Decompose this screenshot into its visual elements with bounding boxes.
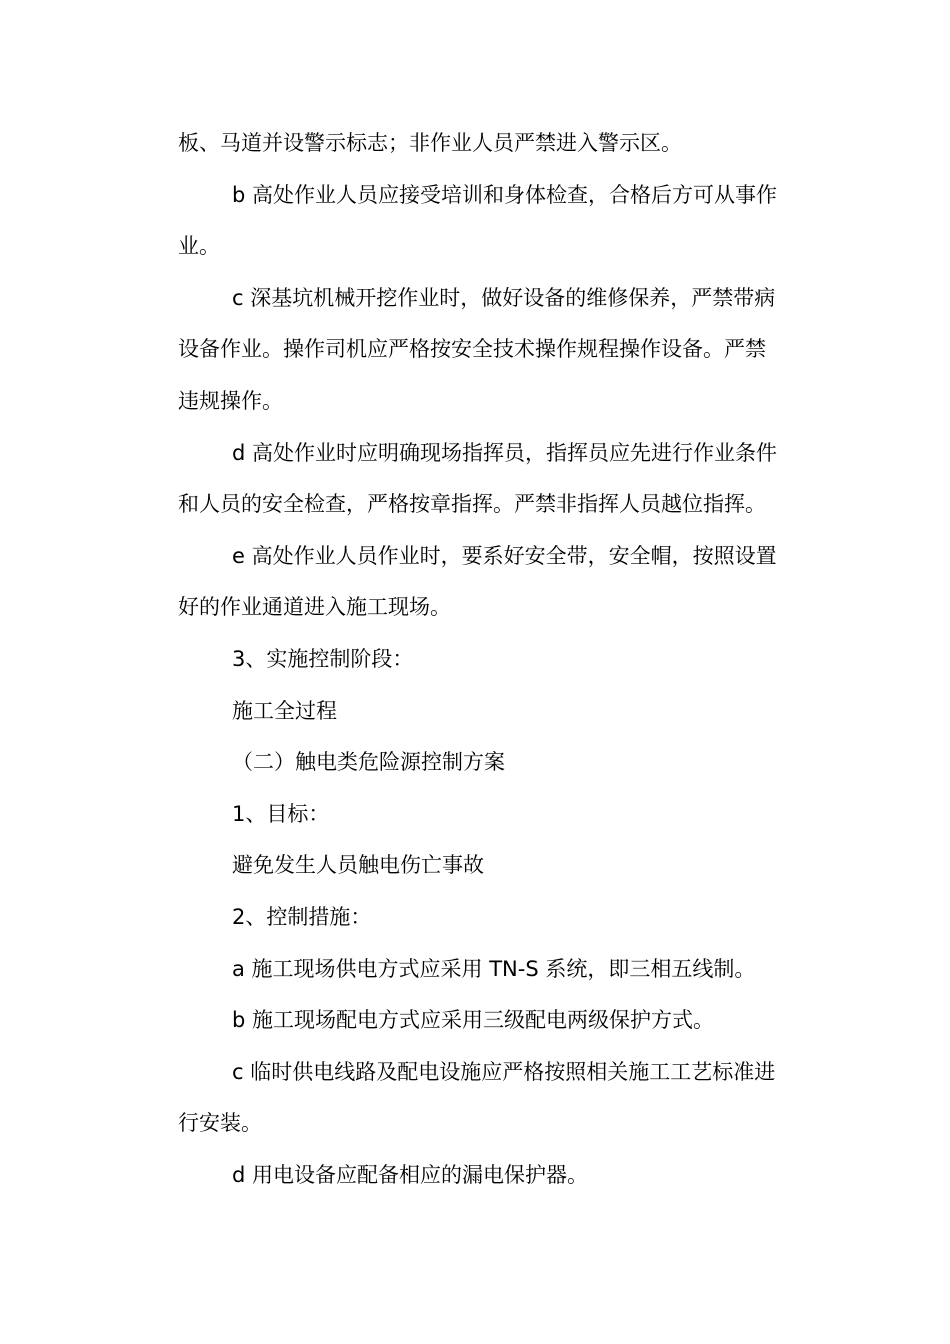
paragraph-line: 设备作业。操作司机应严格按安全技术操作规程操作设备。严禁	[178, 337, 766, 362]
paragraph-line: 和人员的安全检查，严格按章指挥。严禁非指挥人员越位指挥。	[178, 492, 766, 517]
paragraph-line: b 施工现场配电方式应采用三级配电两级保护方式。	[232, 1008, 715, 1033]
paragraph-line: e 高处作业人员作业时，要系好安全带，安全帽，按照设置	[232, 543, 777, 568]
paragraph-line: 3、实施控制阶段：	[232, 646, 414, 671]
paragraph-line: c 深基坑机械开挖作业时，做好设备的维修保养，严禁带病	[232, 285, 776, 310]
paragraph-line: 行安装。	[178, 1111, 262, 1136]
paragraph-line: 1、目标：	[232, 801, 330, 826]
paragraph-line: d 高处作业时应明确现场指挥员，指挥员应先进行作业条件	[232, 440, 778, 465]
paragraph-line: （二）触电类危险源控制方案	[232, 750, 505, 775]
paragraph-line: 避免发生人员触电伤亡事故	[232, 853, 484, 878]
paragraph-line: 2、控制措施：	[232, 904, 372, 929]
paragraph-line: 业。	[178, 234, 220, 259]
paragraph-line: b 高处作业人员应接受培训和身体检查，合格后方可从事作	[232, 182, 778, 207]
paragraph-line: a 施工现场供电方式应采用 TN-S 系统，即三相五线制。	[232, 956, 756, 981]
paragraph-line: 施工全过程	[232, 698, 337, 723]
paragraph-line: 违规操作。	[178, 388, 283, 413]
paragraph-line: 板、马道并设警示标志；非作业人员严禁进入警示区。	[178, 131, 682, 155]
paragraph-line: d 用电设备应配备相应的漏电保护器。	[232, 1162, 589, 1187]
paragraph-line: c 临时供电线路及配电设施应严格按照相关施工工艺标准进	[232, 1059, 776, 1084]
document-body	[178, 118, 810, 1201]
paragraph-line: 好的作业通道进入施工现场。	[178, 595, 451, 620]
